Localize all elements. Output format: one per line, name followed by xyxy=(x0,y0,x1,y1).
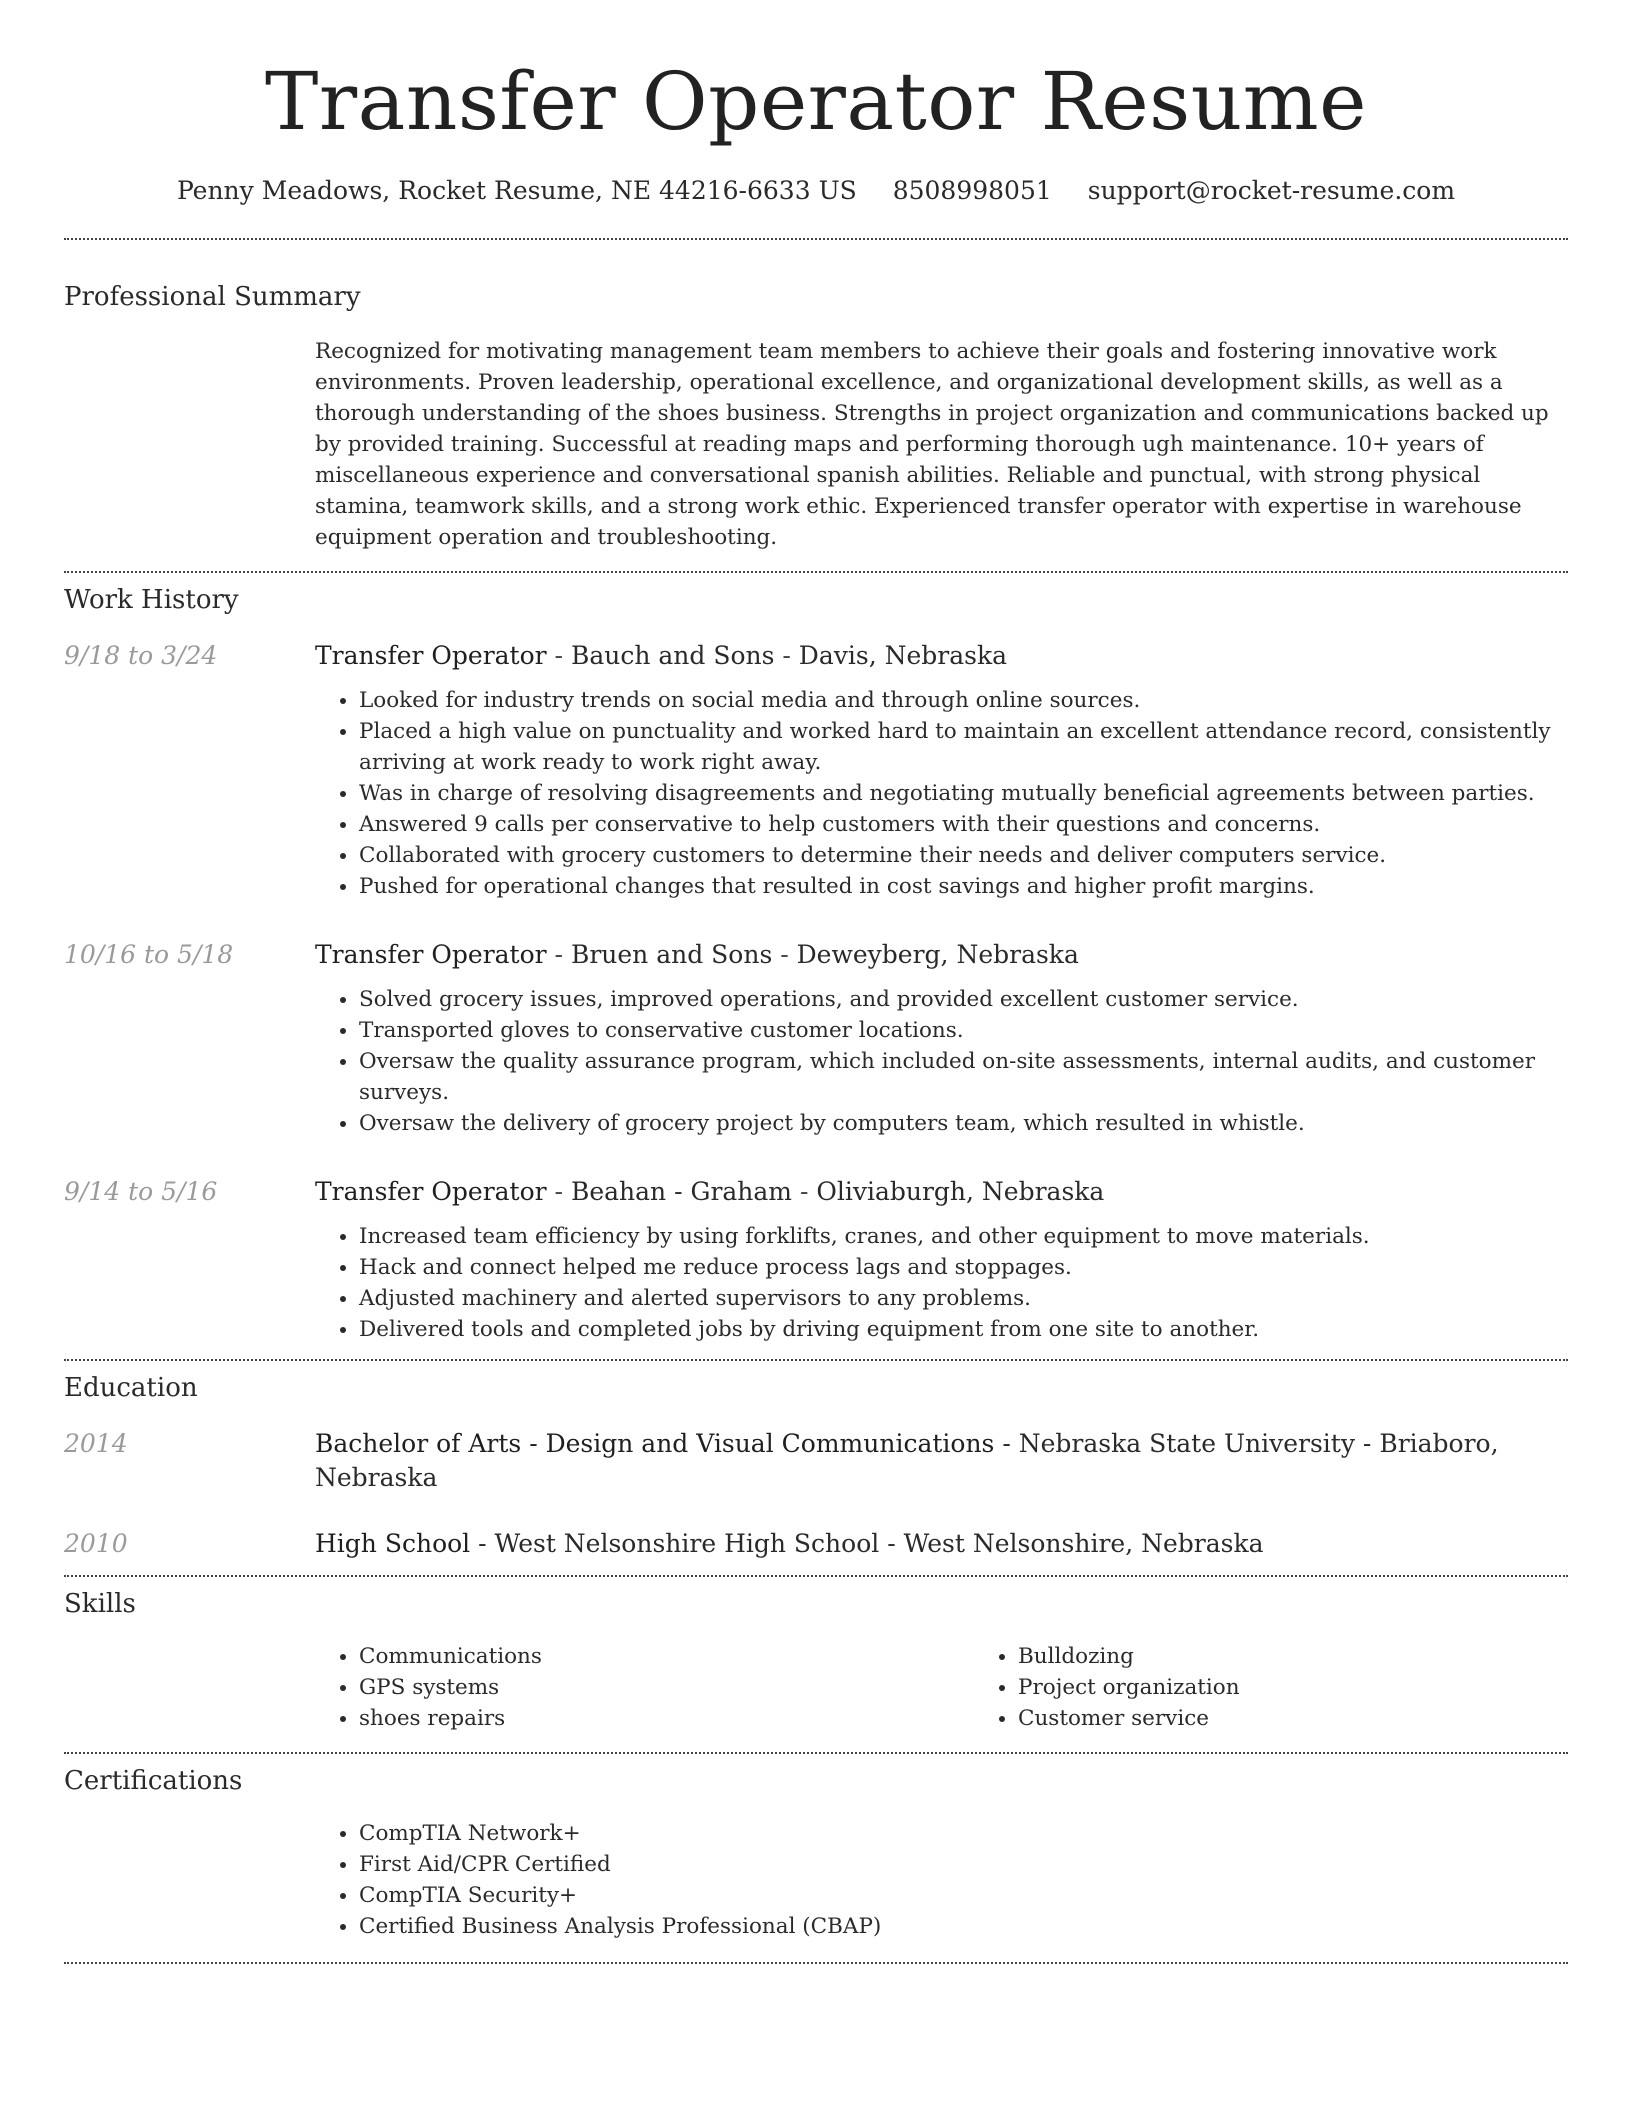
certification-item: • CompTIA Network+ xyxy=(359,1818,1568,1849)
job-heading xyxy=(315,938,1568,972)
job-company: Bauch and Sons xyxy=(570,641,775,670)
list-item: • Collaborated with grocery customers to determine their needs and deliver computers service. xyxy=(359,840,1568,871)
job-location: Deweyberg, Nebraska xyxy=(796,940,1079,969)
list-item: • Was in charge of resolving disagreements and negotiating mutually beneficial agreements between parties. xyxy=(359,778,1568,809)
separator: - xyxy=(774,641,799,670)
jobs-list xyxy=(64,639,1568,1345)
skill-item: • Customer service xyxy=(1018,1703,1632,1734)
list-item: • Increased team efficiency by using forklifts, cranes, and other equipment to move materials. xyxy=(359,1221,1568,1252)
section-title-education: Education xyxy=(64,1373,198,1403)
job-company: Beahan - Graham xyxy=(570,1177,793,1206)
divider xyxy=(64,1962,1568,1964)
job-role: Transfer Operator xyxy=(315,1177,547,1206)
job-entry xyxy=(64,639,1568,902)
separator: - xyxy=(546,1177,571,1206)
list-item: • Hack and connect helped me reduce process lags and stoppages. xyxy=(359,1252,1568,1283)
resume-title: Transfer Operator Resume xyxy=(265,55,1367,148)
list-item: • Delivered tools and completed jobs by driving equipment from one site to another. xyxy=(359,1314,1568,1345)
job-location: Davis, Nebraska xyxy=(798,641,1007,670)
job-dates: 10/16 to 5/18 xyxy=(64,940,234,969)
list-item: • Solved grocery issues, improved operations, and provided excellent customer service. xyxy=(359,984,1568,1015)
skills-section xyxy=(64,1577,1568,1752)
skills-column-1 xyxy=(315,1641,974,1734)
job-dates: 9/14 to 5/16 xyxy=(64,1177,218,1206)
separator: - xyxy=(470,1529,495,1558)
certification-item: • Certified Business Analysis Professional (CBAP) xyxy=(359,1911,1568,1942)
skill-item: • Bulldozing xyxy=(1018,1641,1632,1672)
separator: - xyxy=(772,940,797,969)
separator: - xyxy=(994,1429,1019,1458)
work-history-section xyxy=(64,573,1568,1359)
separator: - xyxy=(792,1177,817,1206)
job-heading xyxy=(315,639,1568,673)
job-role: Transfer Operator xyxy=(315,641,547,670)
contact-phone: 8508998051 xyxy=(892,176,1052,205)
list-item: • Adjusted machinery and alerted supervisors to any problems. xyxy=(359,1283,1568,1314)
education-entry xyxy=(64,1527,1568,1561)
job-heading xyxy=(315,1175,1568,1209)
separator: - xyxy=(1354,1429,1380,1458)
list-item: • Answered 9 calls per conservative to help customers with their questions and concerns. xyxy=(359,809,1568,840)
education-degree: Bachelor of Arts - Design and Visual Communications xyxy=(315,1429,995,1458)
contact-line xyxy=(64,174,1568,208)
education-location: West Nelsonshire, Nebraska xyxy=(903,1529,1264,1558)
summary-section xyxy=(64,240,1568,571)
separator: - xyxy=(546,641,571,670)
job-entry xyxy=(64,1175,1568,1345)
list-item: • Placed a high value on punctuality and worked hard to maintain an excellent attendance record, consistently arriving at work ready to work right away. xyxy=(359,716,1568,778)
job-bullets xyxy=(315,984,1568,1139)
list-item: • Transported gloves to conservative customer locations. xyxy=(359,1015,1568,1046)
skills-grid xyxy=(315,1641,1568,1734)
section-title-work-history: Work History xyxy=(64,585,239,615)
education-school: Nebraska State University xyxy=(1018,1429,1355,1458)
section-title-skills: Skills xyxy=(64,1589,136,1619)
section-title-summary: Professional Summary xyxy=(64,282,361,312)
skill-item: • Project organization xyxy=(1018,1672,1632,1703)
job-bullets xyxy=(315,685,1568,902)
separator: - xyxy=(879,1529,904,1558)
separator: - xyxy=(546,940,571,969)
education-heading xyxy=(315,1427,1568,1495)
education-section xyxy=(64,1361,1568,1575)
skill-item: • GPS systems xyxy=(359,1672,974,1703)
job-role: Transfer Operator xyxy=(315,940,547,969)
contact-email: support@rocket-resume.com xyxy=(1087,176,1456,205)
education-school: West Nelsonshire High School xyxy=(494,1529,880,1558)
certification-item: • First Aid/CPR Certified xyxy=(359,1849,1568,1880)
education-year: 2014 xyxy=(64,1429,128,1458)
education-entry xyxy=(64,1427,1568,1495)
job-location: Oliviaburgh, Nebraska xyxy=(816,1177,1105,1206)
skills-column-2 xyxy=(974,1641,1632,1734)
certifications-list xyxy=(315,1818,1568,1942)
contact-address: Penny Meadows, Rocket Resume, NE 44216-6633 US xyxy=(176,176,857,205)
summary-text: Recognized for motivating management team members to achieve their goals and fostering innovative work environments. Proven leadership, operational excellence, and organizational development skills, as well as a thorough understanding of the shoes business. Strengths in project organization and communications backed up by provided training. Successful at reading maps and performing thorough ugh maintenance. 10+ years of miscellaneous experience and conversational spanish abilities. Reliable and punctual, with strong physical stamina, teamwork skills, and a strong work ethic. Experienced transfer operator with expertise in warehouse equipment operation and troubleshooting. xyxy=(315,339,1549,550)
job-entry xyxy=(64,938,1568,1139)
education-list xyxy=(64,1427,1568,1561)
job-company: Bruen and Sons xyxy=(570,940,773,969)
certification-item: • CompTIA Security+ xyxy=(359,1880,1568,1911)
job-bullets xyxy=(315,1221,1568,1345)
education-year: 2010 xyxy=(64,1529,128,1558)
list-item: • Looked for industry trends on social media and through online sources. xyxy=(359,685,1568,716)
list-item: • Oversaw the delivery of grocery project by computers team, which resulted in whistle. xyxy=(359,1108,1568,1139)
skill-item: • Communications xyxy=(359,1641,974,1672)
skill-item: • shoes repairs xyxy=(359,1703,974,1734)
list-item: • Pushed for operational changes that resulted in cost savings and higher profit margins. xyxy=(359,871,1568,902)
certifications-section xyxy=(64,1754,1568,1962)
section-title-certifications: Certifications xyxy=(64,1766,243,1796)
list-item: • Oversaw the quality assurance program, which included on-site assessments, internal audits, and customer surveys. xyxy=(359,1046,1568,1108)
education-location: Briaboro, Nebraska xyxy=(315,1429,1499,1492)
education-degree: High School xyxy=(315,1529,471,1558)
education-heading xyxy=(315,1527,1568,1561)
job-dates: 9/18 to 3/24 xyxy=(64,641,218,670)
